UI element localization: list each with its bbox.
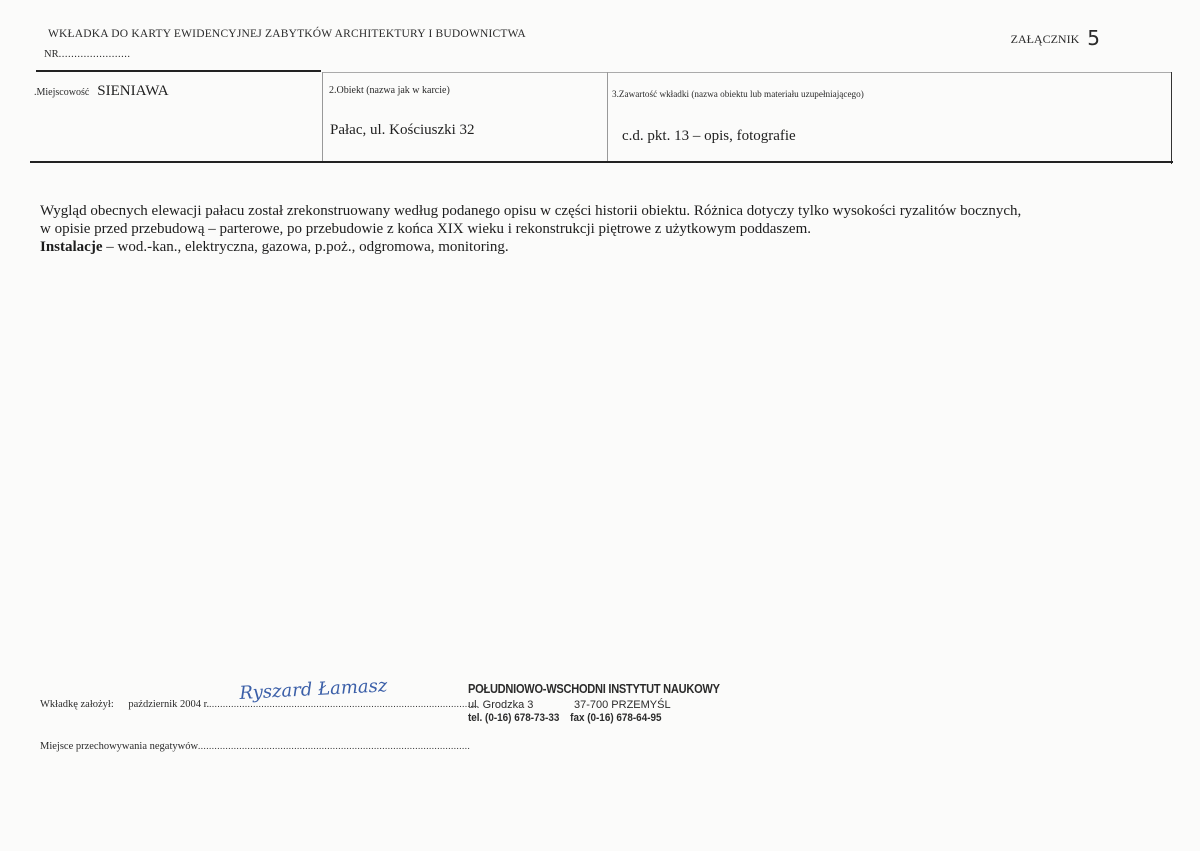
- nr-dots: .......................: [58, 49, 131, 60]
- installations-text: – wod.-kan., elektryczna, gazowa, p.poż., odgromowa, monitoring.: [102, 239, 509, 255]
- attachment-number: 5: [1087, 26, 1100, 50]
- negatives-label: Miejsce przechowywania negatywów: [40, 741, 199, 752]
- stamp-street: ul. Grodzka 3: [468, 699, 534, 711]
- stamp-phone-row: [468, 712, 735, 724]
- negatives-dots: ...................................................................................................: [198, 741, 471, 751]
- stamp-tel: tel. (0-16) 678-73-33: [468, 712, 560, 724]
- prepared-by-label: Wkładkę założył:: [40, 699, 114, 710]
- description-line-1: Wygląd obecnych elewacji pałacu został zrekonstruowany według podanego opisu w części historii obiektu. Różnica dotyczy tylko wysokości ryzalitów bocznych,: [40, 203, 1022, 219]
- contents-label: 3.Zawartość wkładki (nazwa obiektu lub materiału uzupełniającego): [612, 89, 864, 99]
- signature: Ryszard Łamasz: [238, 675, 388, 704]
- attachment-marker: [1011, 24, 1100, 48]
- object-label: 2.Obiekt (nazwa jak w karcie): [329, 85, 450, 96]
- locality-field: [34, 82, 169, 100]
- stamp-fax: fax (0-16) 678-64-95: [570, 712, 662, 724]
- installations-line: [40, 238, 1155, 256]
- description-text: [40, 202, 1155, 256]
- table-bottom-rule: [30, 161, 1173, 163]
- header-rule-right: [322, 72, 1172, 73]
- prepared-date: październik 2004 r.: [128, 699, 210, 710]
- stamp-city: 37-700 PRZEMYŚL: [574, 699, 671, 711]
- column-divider-2: [607, 72, 608, 162]
- description-line-2: w opisie przed przebudową – parterowe, po przebudowie z końca XIX wieku i rekonstrukcji piętrowe z użytkowym poddaszem.: [40, 221, 811, 237]
- locality-label: .Miejscowość: [34, 87, 90, 98]
- document-title: WKŁADKA DO KARTY EWIDENCYJNEJ ZABYTKÓW ARCHITEKTURY I BUDOWNICTWA: [48, 28, 526, 40]
- installations-label: Instalacje: [40, 239, 103, 255]
- institute-stamp: [468, 681, 764, 724]
- prepared-dots: ..................................................................................................: [209, 699, 479, 709]
- column-divider-right: [1171, 72, 1172, 164]
- record-number: [44, 49, 130, 60]
- object-value: Pałac, ul. Kościuszki 32: [330, 122, 475, 138]
- column-divider-1: [322, 72, 323, 162]
- locality-value: SIENIAWA: [97, 83, 169, 99]
- stamp-address-row: [468, 699, 764, 711]
- attachment-label: ZAŁĄCZNIK: [1010, 32, 1080, 46]
- contents-value: c.d. pkt. 13 – opis, fotografie: [622, 128, 796, 144]
- nr-label: NR: [44, 49, 59, 60]
- negatives-line: [40, 741, 470, 752]
- header-rule-left: [36, 70, 321, 72]
- stamp-organization: POŁUDNIOWO-WSCHODNI INSTYTUT NAUKOWY: [468, 681, 720, 696]
